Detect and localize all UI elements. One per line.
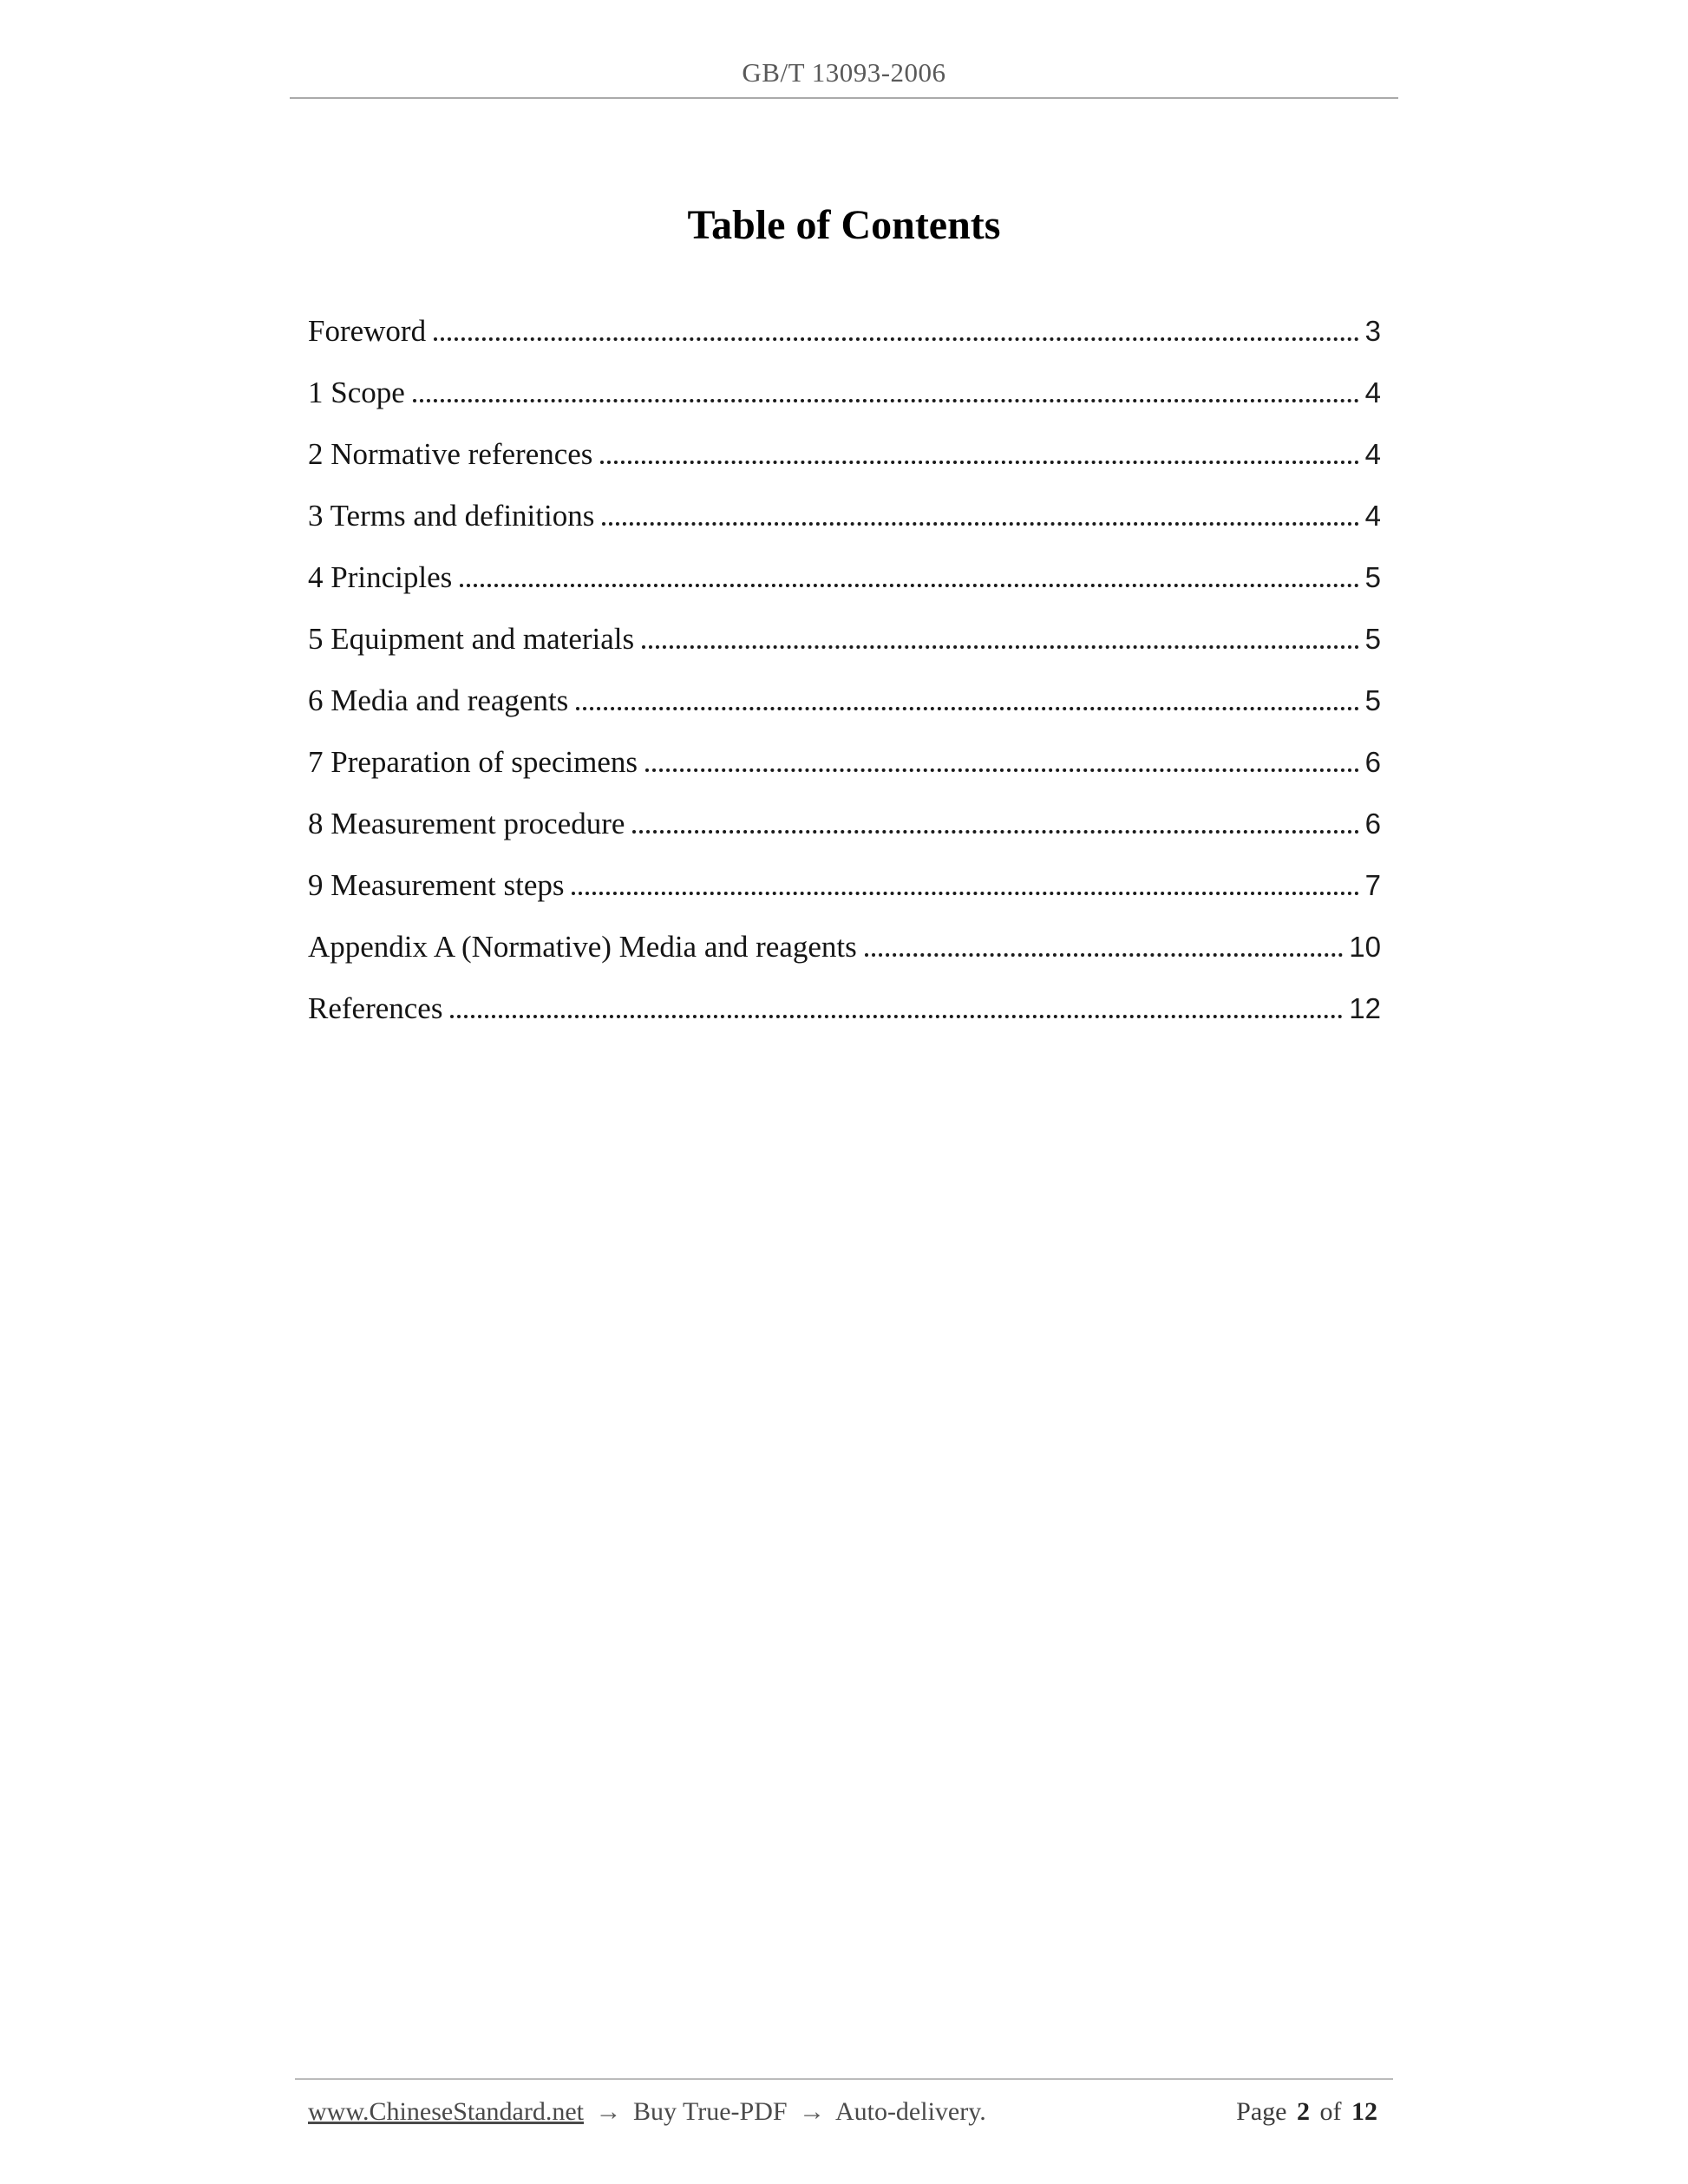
toc-row — [308, 495, 1381, 557]
toc-row — [308, 680, 1381, 742]
toc-row — [308, 434, 1381, 495]
footer-page-indicator — [1236, 2097, 1381, 2127]
toc-entry-page: 10 — [1349, 931, 1381, 963]
toc-entry-page: 12 — [1349, 992, 1381, 1024]
arrow-icon: → — [799, 2097, 826, 2126]
toc-dot-leader — [642, 618, 1358, 649]
toc-entry-page: 6 — [1364, 746, 1381, 778]
document-number: GB/T 13093-2006 — [742, 57, 946, 88]
toc-dot-leader — [576, 680, 1358, 710]
toc-row — [308, 865, 1381, 926]
toc-entry-label: 7 Preparation of specimens — [308, 745, 638, 779]
toc-dot-leader — [450, 988, 1343, 1018]
toc-row — [308, 618, 1381, 680]
toc-entry-label: References — [308, 991, 443, 1025]
header-divider — [290, 97, 1398, 99]
toc-row — [308, 311, 1381, 372]
toc-entry-label: 6 Media and reagents — [308, 683, 569, 717]
toc-dot-leader — [602, 495, 1358, 526]
footer-left — [308, 2097, 986, 2127]
toc-row — [308, 372, 1381, 434]
footer-divider — [295, 2078, 1393, 2080]
footer-page-total: 12 — [1351, 2097, 1377, 2126]
page-title: Table of Contents — [687, 202, 1001, 248]
arrow-icon: → — [595, 2097, 622, 2126]
footer-delivery-text: Auto-delivery. — [834, 2097, 986, 2126]
toc-entry-page: 7 — [1364, 869, 1381, 901]
toc-dot-leader — [600, 434, 1358, 464]
toc-entry-label: 8 Measurement procedure — [308, 807, 625, 840]
toc-dot-leader — [434, 311, 1359, 341]
toc-entry-label: 3 Terms and definitions — [308, 499, 595, 533]
toc-entry-label: Foreword — [308, 314, 427, 348]
toc-dot-leader — [413, 372, 1359, 402]
toc-entry-label: 5 Equipment and materials — [308, 622, 635, 656]
toc-entry-page: 4 — [1364, 500, 1381, 532]
toc-entry-label: 2 Normative references — [308, 437, 593, 471]
footer-of-label: of — [1319, 2097, 1342, 2126]
toc-row — [308, 803, 1381, 865]
footer-page-label: Page — [1236, 2097, 1287, 2126]
toc-row — [308, 926, 1381, 988]
toc-row — [308, 988, 1381, 1049]
toc-dot-leader — [632, 803, 1358, 834]
toc-entry-page: 5 — [1364, 623, 1381, 655]
toc-dot-leader — [865, 926, 1344, 957]
footer-page-current: 2 — [1297, 2097, 1310, 2126]
footer-buy-text: Buy True-PDF — [633, 2097, 788, 2126]
toc-entry-label: 1 Scope — [308, 376, 405, 409]
toc-dot-leader — [572, 865, 1358, 895]
toc-dot-leader — [645, 742, 1359, 772]
toc-entry-page: 4 — [1364, 376, 1381, 409]
toc-entry-page: 3 — [1364, 315, 1381, 347]
footer-website-link[interactable]: www.ChineseStandard.net — [308, 2097, 584, 2126]
toc-entry-label: Appendix A (Normative) Media and reagents — [308, 930, 857, 964]
toc-entry-label: 9 Measurement steps — [308, 868, 565, 902]
toc-entry-page: 6 — [1364, 808, 1381, 840]
toc-entry-page: 4 — [1364, 438, 1381, 470]
toc-entry-page: 5 — [1364, 561, 1381, 593]
toc-row — [308, 742, 1381, 803]
toc-list — [308, 311, 1381, 1049]
toc-row — [308, 557, 1381, 618]
toc-dot-leader — [460, 557, 1358, 587]
toc-entry-label: 4 Principles — [308, 560, 453, 594]
page-footer — [308, 2097, 1381, 2127]
toc-entry-page: 5 — [1364, 684, 1381, 716]
